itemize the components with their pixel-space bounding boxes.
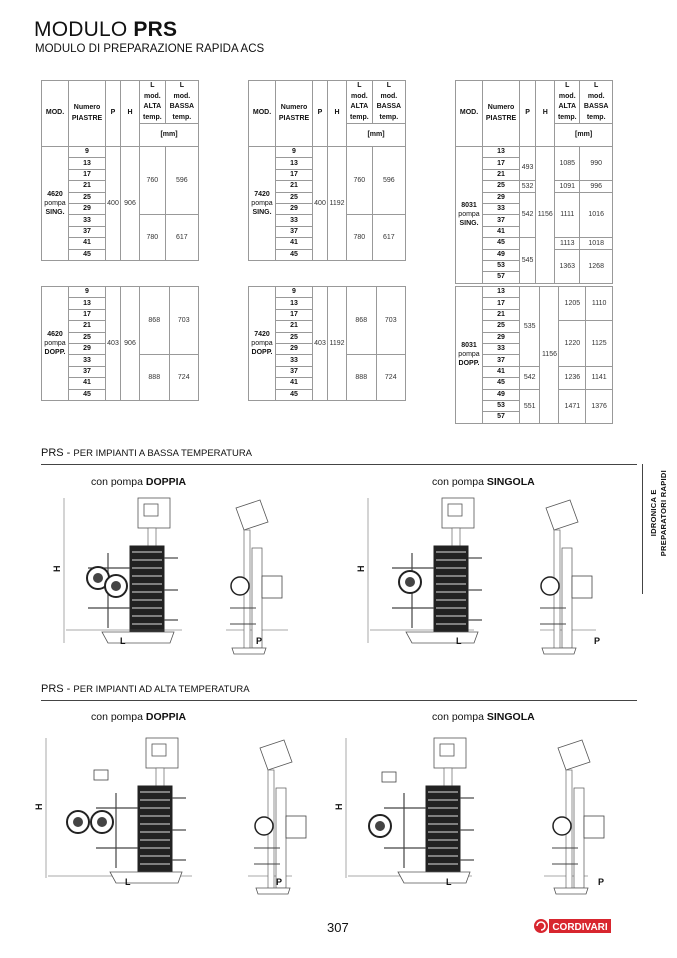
col-h: H <box>121 81 140 147</box>
bassa-cell: 703 <box>169 287 199 355</box>
piastre-cell: 25 <box>69 192 106 203</box>
piastre-cell: 41 <box>69 238 106 249</box>
p-cell: 532 <box>520 181 536 192</box>
piastre-cell: 45 <box>69 249 106 260</box>
h-cell: 1192 <box>328 147 347 261</box>
piastre-cell: 29 <box>69 203 106 214</box>
piastre-cell: 21 <box>69 181 106 192</box>
alta-cell: 868 <box>347 287 377 355</box>
col-p: P <box>313 81 328 147</box>
bassa-cell: 1110 <box>586 287 613 321</box>
piastre-cell: 37 <box>483 215 520 226</box>
unit-mm: [mm] <box>555 124 613 147</box>
piastre-cell: 13 <box>276 298 313 309</box>
p-cell: 400 <box>313 147 328 261</box>
piastre-cell: 45 <box>69 389 106 400</box>
piastre-cell: 17 <box>483 158 520 169</box>
section-title-high-temp: PRS - PER IMPIANTI AD ALTA TEMPERATURA <box>41 683 250 695</box>
piastre-cell: 33 <box>69 355 106 366</box>
alta-cell: 888 <box>140 355 170 401</box>
dim-p-label: P <box>276 877 283 887</box>
h-cell: 906 <box>121 147 140 261</box>
bassa-cell: 596 <box>165 147 198 215</box>
drawing-low-doppia-front <box>87 498 178 643</box>
caption-doppia-high: con pompa DOPPIA <box>91 711 187 723</box>
drawing-low-singola-front <box>392 498 482 643</box>
model-cell: 4620 pompa DOPP. <box>42 287 69 401</box>
title-light: MODULO <box>34 18 134 41</box>
alta-cell: 760 <box>140 147 166 215</box>
alta-cell: 1113 <box>555 238 580 249</box>
piastre-cell: 17 <box>276 309 313 320</box>
piastre-cell: 9 <box>276 287 313 298</box>
p-cell: 493 <box>520 147 536 181</box>
bassa-cell: 1141 <box>586 366 613 389</box>
model-cell: 7420 pompa DOPP. <box>249 287 276 401</box>
alta-cell: 1085 <box>555 147 580 181</box>
model-cell: 7420 pompa SING. <box>249 147 276 261</box>
piastre-cell: 13 <box>483 287 520 298</box>
dim-h-label: H <box>52 565 62 572</box>
drawing-high-doppia-side <box>254 740 306 894</box>
piastre-cell: 29 <box>483 332 520 343</box>
p-cell: 542 <box>520 366 540 389</box>
bassa-cell: 996 <box>580 181 613 192</box>
piastre-cell: 13 <box>276 158 313 169</box>
col-alta: L mod. ALTA temp. <box>555 81 580 124</box>
unit-mm: [mm] <box>347 124 406 147</box>
piastre-cell: 21 <box>69 321 106 332</box>
piastre-cell: 57 <box>483 272 520 283</box>
piastre-cell: 37 <box>69 226 106 237</box>
alta-cell: 868 <box>140 287 170 355</box>
col-piastre: Numero PIASTRE <box>69 81 106 147</box>
col-bassa: L mod. BASSA temp. <box>165 81 198 124</box>
alta-cell: 888 <box>347 355 377 401</box>
piastre-cell: 53 <box>483 400 520 411</box>
piastre-cell: 41 <box>276 378 313 389</box>
alta-cell: 760 <box>347 147 373 215</box>
piastre-cell: 41 <box>483 226 520 237</box>
piastre-cell: 21 <box>483 309 520 320</box>
piastre-cell: 37 <box>69 366 106 377</box>
piastre-cell: 29 <box>276 343 313 354</box>
model-cell: 8031 pompa DOPP. <box>456 287 483 424</box>
h-cell: 906 <box>121 287 140 401</box>
piastre-cell: 25 <box>276 332 313 343</box>
alta-cell: 1236 <box>559 366 586 389</box>
dim-p-label: P <box>598 877 605 887</box>
col-mod: MOD. <box>249 81 276 147</box>
section-high-text: PER IMPIANTI AD ALTA TEMPERATURA <box>73 684 250 695</box>
col-piastre: Numero PIASTRE <box>276 81 313 147</box>
col-h: H <box>536 81 555 147</box>
bassa-cell: 1016 <box>580 192 613 238</box>
piastre-cell: 25 <box>69 332 106 343</box>
alta-cell: 1111 <box>555 192 580 238</box>
piastre-cell: 13 <box>69 298 106 309</box>
piastre-cell: 57 <box>483 412 520 423</box>
model-cell: 8031 pompa SING. <box>456 147 483 284</box>
page-number: 307 <box>327 920 349 935</box>
dim-l-label: L <box>125 877 131 887</box>
alta-cell: 1471 <box>559 389 586 423</box>
bassa-cell: 1376 <box>586 389 613 423</box>
col-p: P <box>106 81 121 147</box>
piastre-cell: 13 <box>69 158 106 169</box>
p-cell: 535 <box>520 287 540 367</box>
brand-name: CORDIVARI <box>552 922 608 933</box>
piastre-cell: 45 <box>276 249 313 260</box>
alta-cell: 780 <box>140 215 166 261</box>
col-h: H <box>328 81 347 147</box>
dim-h-label: H <box>334 803 344 810</box>
alta-cell: 1091 <box>555 181 580 192</box>
p-cell: 542 <box>520 192 536 238</box>
bassa-cell: 724 <box>169 355 199 401</box>
dim-h-label: H <box>34 803 44 810</box>
bassa-cell: 1018 <box>580 238 613 249</box>
drawing-low-doppia-side <box>230 500 282 654</box>
drawing-high-doppia-front <box>67 738 186 883</box>
piastre-cell: 17 <box>69 169 106 180</box>
col-alta: L mod. ALTA temp. <box>140 81 166 124</box>
bassa-cell: 1125 <box>586 321 613 367</box>
piastre-cell: 33 <box>276 355 313 366</box>
piastre-cell: 33 <box>69 215 106 226</box>
alta-cell: 780 <box>347 215 373 261</box>
piastre-cell: 33 <box>483 343 520 354</box>
p-cell: 403 <box>313 287 328 401</box>
piastre-cell: 53 <box>483 260 520 271</box>
piastre-cell: 25 <box>483 181 520 192</box>
title-bold: PRS <box>133 18 178 41</box>
piastre-cell: 17 <box>276 169 313 180</box>
piastre-cell: 33 <box>276 215 313 226</box>
cordivari-logo <box>533 917 613 935</box>
drawing-low-singola-side <box>540 500 592 654</box>
alta-cell: 1363 <box>555 249 580 283</box>
piastre-cell: 45 <box>483 238 520 249</box>
caption-singola-high: con pompa SINGOLA <box>432 711 535 723</box>
piastre-cell: 29 <box>276 203 313 214</box>
piastre-cell: 25 <box>483 321 520 332</box>
p-cell: 545 <box>520 238 536 284</box>
piastre-cell: 45 <box>483 378 520 389</box>
bassa-cell: 596 <box>372 147 405 215</box>
col-mod: MOD. <box>456 81 483 147</box>
drawing-high-singola-front <box>369 738 474 883</box>
dim-p-label: P <box>594 636 601 646</box>
col-p: P <box>520 81 536 147</box>
piastre-cell: 25 <box>276 192 313 203</box>
p-cell: 403 <box>106 287 121 401</box>
dim-l-label: L <box>120 636 126 646</box>
dim-h-label: H <box>356 565 366 572</box>
piastre-cell: 49 <box>483 389 520 400</box>
bassa-cell: 990 <box>580 147 613 181</box>
bassa-cell: 617 <box>372 215 405 261</box>
alta-cell: 1205 <box>559 287 586 321</box>
piastre-cell: 37 <box>276 366 313 377</box>
bassa-cell: 1268 <box>580 249 613 283</box>
p-cell: 400 <box>106 147 121 261</box>
col-mod: MOD. <box>42 81 69 147</box>
piastre-cell: 41 <box>483 366 520 377</box>
col-bassa: L mod. BASSA temp. <box>580 81 613 124</box>
bassa-cell: 724 <box>376 355 406 401</box>
dim-l-label: L <box>456 636 462 646</box>
col-alta: L mod. ALTA temp. <box>347 81 373 124</box>
piastre-cell: 37 <box>276 226 313 237</box>
drawing-high-singola-side <box>552 740 604 894</box>
dim-p-label: P <box>256 636 263 646</box>
piastre-cell: 29 <box>69 343 106 354</box>
piastre-cell: 21 <box>276 181 313 192</box>
piastre-cell: 9 <box>69 287 106 298</box>
piastre-cell: 37 <box>483 355 520 366</box>
section-title-low-temp: PRS - PER IMPIANTI A BASSA TEMPERATURA <box>41 447 253 459</box>
bassa-cell: 617 <box>165 215 198 261</box>
caption-doppia-low: con pompa DOPPIA <box>91 476 187 488</box>
h-cell: 1156 <box>536 147 555 284</box>
piastre-cell: 33 <box>483 203 520 214</box>
piastre-cell: 41 <box>276 238 313 249</box>
piastre-cell: 9 <box>276 147 313 158</box>
piastre-cell: 9 <box>69 147 106 158</box>
page-subtitle: MODULO DI PREPARAZIONE RAPIDA ACS <box>35 43 265 55</box>
piastre-cell: 17 <box>483 298 520 309</box>
caption-singola-low: con pompa SINGOLA <box>432 476 535 488</box>
model-cell: 4620 pompa SING. <box>42 147 69 261</box>
piastre-cell: 13 <box>483 147 520 158</box>
piastre-cell: 17 <box>69 309 106 320</box>
piastre-cell: 41 <box>69 378 106 389</box>
dim-l-label: L <box>446 877 452 887</box>
h-cell: 1192 <box>328 287 347 401</box>
piastre-cell: 29 <box>483 192 520 203</box>
bassa-cell: 703 <box>376 287 406 355</box>
section-low-text: PER IMPIANTI A BASSA TEMPERATURA <box>73 448 253 459</box>
piastre-cell: 45 <box>276 389 313 400</box>
sidebar-category: IDRONICA E PREPARATORI RAPIDI <box>649 470 668 557</box>
col-bassa: L mod. BASSA temp. <box>372 81 405 124</box>
col-piastre: Numero PIASTRE <box>483 81 520 147</box>
p-cell: 551 <box>520 389 540 423</box>
piastre-cell: 21 <box>276 321 313 332</box>
unit-mm: [mm] <box>140 124 199 147</box>
alta-cell: 1220 <box>559 321 586 367</box>
piastre-cell: 49 <box>483 249 520 260</box>
h-cell: 1156 <box>540 287 559 424</box>
piastre-cell: 21 <box>483 169 520 180</box>
